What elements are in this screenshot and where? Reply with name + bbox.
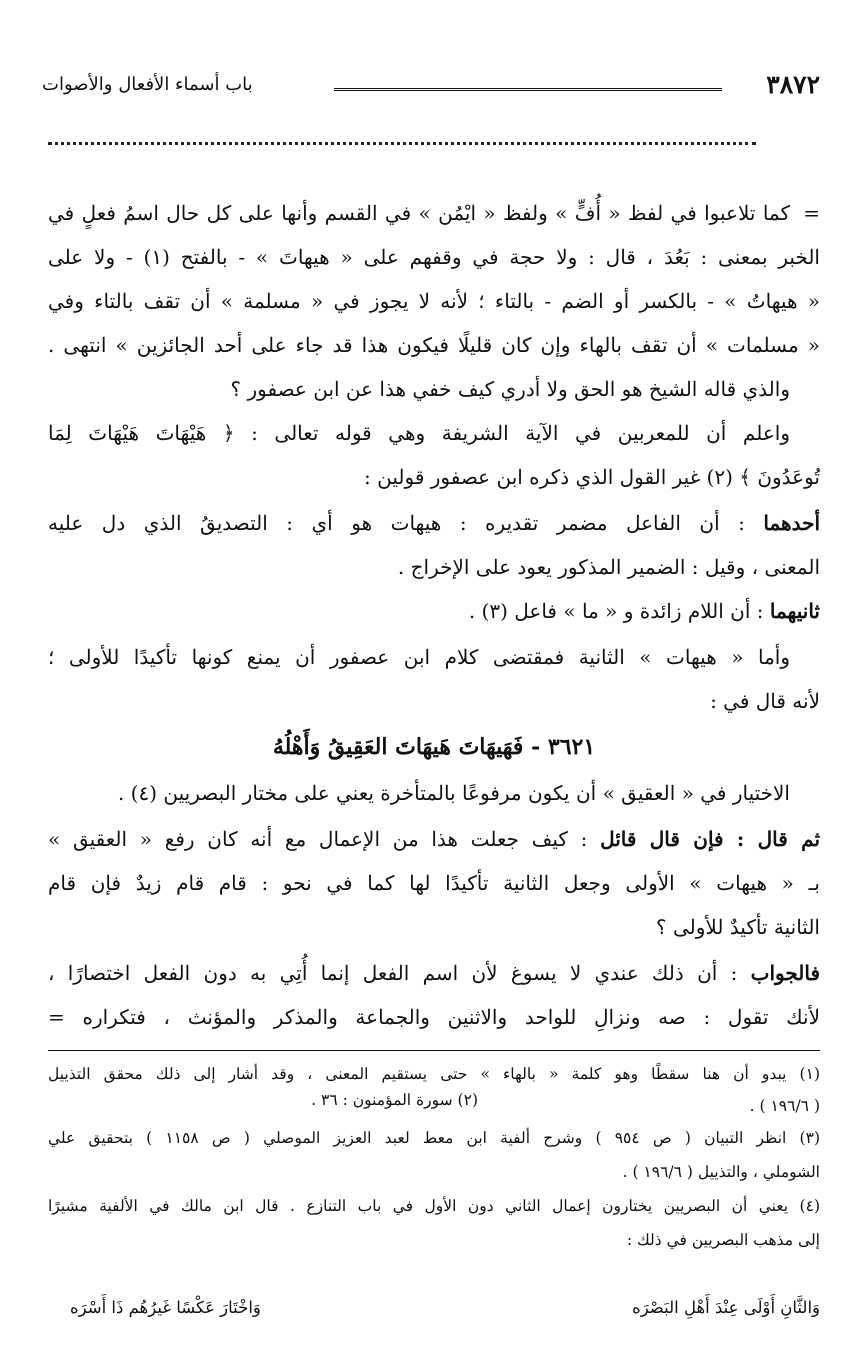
body-line: والذي قاله الشيخ هو الحق ولا أدري كيف خفي هذا عن ابن عصفور ؟ — [230, 377, 790, 401]
dotted-separator — [48, 142, 756, 145]
body-line: فالجواب : أن ذلك عندي لا يسوغ لأن اسم الفعل إنما أُتِي به دون الفعل اختصارًا ، — [48, 961, 820, 985]
bold-term: فالجواب — [750, 961, 820, 985]
footnote-line: (٢) سورة المؤمنون : ٣٦ . — [311, 1091, 478, 1109]
body-line: « مسلمات » أن تقف بالهاء وإن كان قليلًا فيكون هذا قد جاء على أحد الجائزين » انتهى . — [48, 333, 820, 357]
verse-hemistich-1: وَالثَّانِ أَوْلَى عِنْدَ أَهْلِ البَصْرَه — [632, 1298, 820, 1317]
footnote-line: (٤) يعني أن البصريين يختارون إعمال الثاني دون الأول في باب التنازع . قال ابن مالك في الألفية مشيرًا — [48, 1197, 820, 1215]
footnote-line: (٣) انظر التبيان ( ص ٩٥٤ ) وشرح ألفية ابن معط لعبد العزيز الموصلي ( ص ١١٥٨ ) بتحقيق علي — [48, 1129, 820, 1147]
footnote-rule — [48, 1050, 820, 1051]
body-line: وأما « هيهات » الثانية فمقتضى كلام ابن عصفور أن يمنع كونها تأكيدًا للأولى ؛ — [48, 645, 791, 669]
bold-term: ثانيهما — [769, 599, 820, 623]
verse-hemistich-2: وَاخْتَارَ عَكْسًا غَيرُهُم ذَا أَسْرَه — [70, 1298, 261, 1317]
body-line: ثم قال : فإن قال قائل : كيف جعلت هذا من الإعمال مع أنه كان رفع « العقيق » — [48, 827, 821, 851]
body-line: ثانيهما : أن اللام زائدة و « ما » فاعل (٣) . — [468, 599, 820, 623]
body-line: الخبر بمعنى : بَعُدَ ، قال : ولا حجة في وقفهم على « هيهاتَ » - بالفتح (١) - ولا على — [48, 245, 820, 269]
footnote-line: ( ١٩٦/٦ ) . — [749, 1097, 820, 1115]
footnote-line: (١) يبدو أن هنا سقطًا وهو كلمة « بالهاء » حتى يستقيم المعنى ، وقد أشار إلى ذلك محقق التذييل — [48, 1065, 820, 1083]
footnote-line: الشوملي ، والتذييل ( ١٩٦/٦ ) . — [622, 1163, 820, 1181]
body-line: الثانية تأكيدٌ للأولى ؟ — [656, 915, 820, 939]
continuation-mark: = — [803, 201, 820, 225]
body-line: « هيهاتُ » - بالكسر أو الضم - بالتاء ؛ لأنه لا يجوز في « مسلمة » أن تقف بالتاء وفي — [48, 289, 820, 313]
body-line: أحدهما : أن الفاعل مضمر تقديره : هيهات هو أي : التصديقُ الذي دل عليه — [48, 511, 820, 535]
body-line: بـ « هيهات » الأولى وجعل الثانية تأكيدًا لها كما في نحو : قام قام زيدٌ فإن قام — [48, 871, 820, 895]
running-header — [42, 70, 820, 110]
page-number: ٣٨٧٢ — [766, 70, 820, 99]
footnote-line: إلى مذهب البصريين في ذلك : — [626, 1231, 820, 1249]
body-line: لأنك تقول : صه ونزالِ للواحد والاثنين والجماعة والمذكر والمؤنث ، فتكراره = — [48, 1005, 820, 1029]
bold-term: ثم قال : فإن قال قائل — [600, 827, 821, 851]
header-rule — [334, 88, 722, 93]
body-line: المعنى ، وقيل : الضمير المذكور يعود على الإخراج . — [397, 555, 820, 579]
body-line: لأنه قال في : — [710, 689, 820, 713]
verse-heading: ٣٦٢١ - فَهَيهَاتَ هَيهَاتَ العَقِيقُ وَأَهْلُهُ — [272, 734, 596, 760]
body-line: كما تلاعبوا في لفظ « أُفٍّ » ولفظ « ايْمُن » في القسم وأنها على كل حال اسمُ فعلٍ في — [48, 201, 790, 225]
body-line: واعلم أن للمعربين في الآية الشريفة وهي قوله تعالى : ﴿ هَيْهَاتَ هَيْهَاتَ لِمَا — [48, 421, 790, 445]
chapter-title: باب أسماء الأفعال والأصوات — [42, 74, 253, 95]
body-line: تُوعَدُونَ ﴾ (٢) غير القول الذي ذكره ابن عصفور قولين : — [364, 465, 820, 489]
bold-term: أحدهما — [763, 511, 820, 535]
body-line: الاختيار في « العقيق » أن يكون مرفوعًا بالمتأخرة يعني على مختار البصريين (٤) . — [117, 781, 790, 805]
